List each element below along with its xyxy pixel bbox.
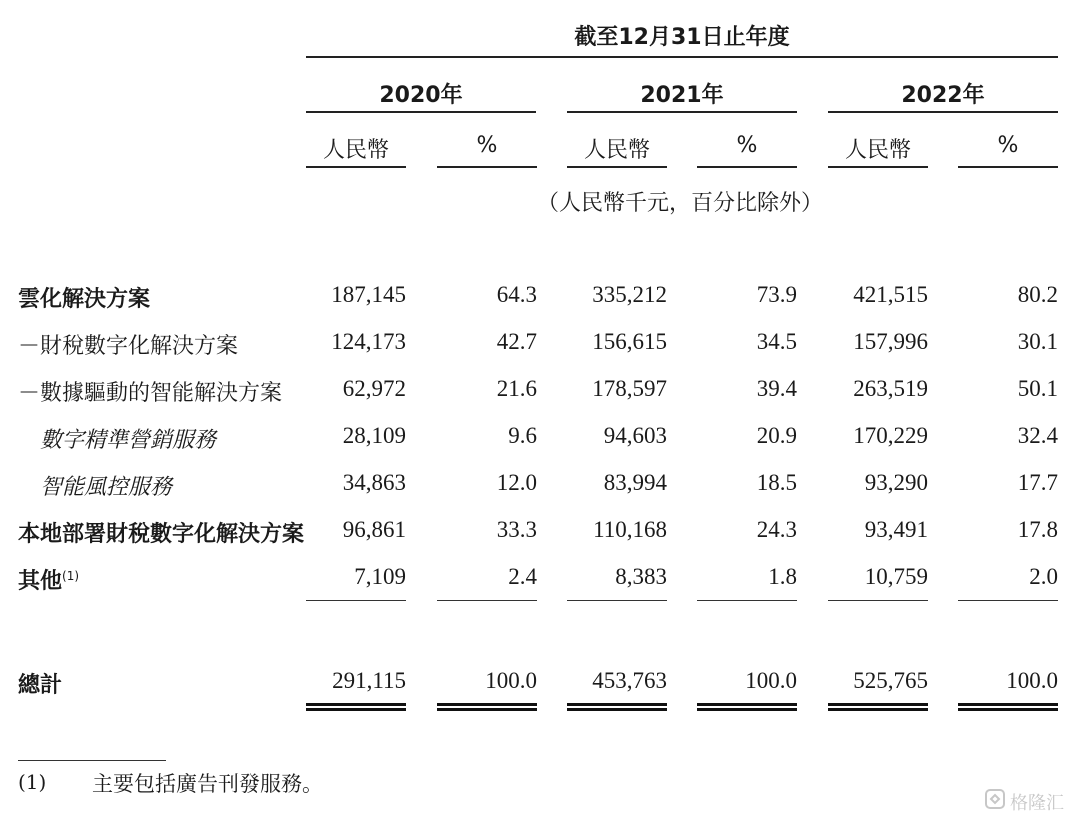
row-value: 96,861 [342, 517, 406, 542]
total-double-rule [306, 703, 406, 711]
col-rule [958, 166, 1058, 168]
subtotal-rule [437, 600, 537, 601]
row-value: 28,109 [342, 423, 406, 448]
total-value: 100.0 [485, 668, 537, 693]
row-value: 93,290 [864, 470, 928, 495]
row-label [18, 517, 304, 548]
subtotal-rule [958, 600, 1058, 601]
row-label [18, 376, 282, 407]
total-value: 100.0 [745, 668, 797, 693]
row-value: 2.0 [1029, 564, 1058, 589]
row-value: 21.6 [496, 376, 537, 401]
row-label-text: 其他 [18, 569, 63, 594]
year-2022: 2022年 [901, 83, 985, 108]
row-value: 10,759 [864, 564, 928, 589]
col-rule [567, 166, 667, 168]
row-value: 94,603 [603, 423, 667, 448]
row-value: 335,212 [592, 282, 667, 307]
row-label [40, 423, 216, 454]
total-double-rule [697, 703, 797, 711]
total-label: 總計 [18, 673, 63, 698]
row-value: 157,996 [853, 329, 928, 354]
row-value: 93,491 [864, 517, 928, 542]
row-label [18, 282, 150, 313]
row-value: 20.9 [756, 423, 797, 448]
col-currency-2020: 人民幣 [322, 138, 389, 163]
row-value: 17.7 [1017, 470, 1058, 495]
unit-note: （人民幣千元，百分比除外） [536, 191, 823, 216]
row-value: 17.8 [1017, 517, 1058, 542]
col-rule [697, 166, 797, 168]
col-rule [437, 166, 537, 168]
header-rule [306, 56, 1058, 58]
row-value: 33.3 [496, 517, 537, 542]
row-value: 170,229 [853, 423, 928, 448]
total-value: 525,765 [853, 668, 928, 693]
row-value: 42.7 [496, 329, 537, 354]
row-value: 178,597 [592, 376, 667, 401]
row-value: 39.4 [756, 376, 797, 401]
row-footnote-marker: (1) [62, 569, 80, 583]
row-label-text: －數據驅動的智能解決方案 [18, 381, 283, 406]
watermark-text: 格隆汇 [1010, 792, 1064, 814]
year-rule-2021 [567, 111, 797, 113]
year-rule-2020 [306, 111, 536, 113]
subtotal-rule [567, 600, 667, 601]
row-value: 263,519 [853, 376, 928, 401]
row-label-text: 數字精準營銷服務 [40, 428, 217, 453]
row-label [18, 564, 79, 595]
row-value: 83,994 [603, 470, 667, 495]
row-value: 64.3 [496, 282, 537, 307]
total-double-rule [437, 703, 537, 711]
row-value: 18.5 [756, 470, 797, 495]
row-value: 1.8 [768, 564, 797, 589]
row-value: 12.0 [496, 470, 537, 495]
col-pct-2021: % [736, 133, 758, 158]
col-currency-2022: 人民幣 [844, 138, 911, 163]
period-title: 截至12月31日止年度 [574, 25, 790, 50]
row-value: 62,972 [342, 376, 406, 401]
row-value: 8,383 [615, 564, 667, 589]
footnote-rule [18, 760, 166, 761]
row-value: 32.4 [1017, 423, 1058, 448]
row-value: 24.3 [756, 517, 797, 542]
row-value: 156,615 [592, 329, 667, 354]
row-value: 9.6 [508, 423, 537, 448]
total-value: 453,763 [592, 668, 667, 693]
row-label [18, 329, 238, 360]
total-double-rule [567, 703, 667, 711]
row-label [40, 470, 172, 501]
row-value: 34.5 [756, 329, 797, 354]
row-value: 2.4 [508, 564, 537, 589]
col-rule [306, 166, 406, 168]
row-value: 124,173 [331, 329, 406, 354]
row-label-text: 智能風控服務 [40, 475, 173, 500]
gelonghui-logo-icon [984, 788, 1006, 815]
subtotal-rule [306, 600, 406, 601]
row-label-text: －財稅數字化解決方案 [18, 334, 239, 359]
footnote-text: 主要包括廣告刊發服務。 [92, 772, 323, 796]
row-value: 7,109 [354, 564, 406, 589]
total-value: 291,115 [332, 668, 406, 693]
col-currency-2021: 人民幣 [583, 138, 650, 163]
row-value: 421,515 [853, 282, 928, 307]
subtotal-rule [697, 600, 797, 601]
subtotal-rule [828, 600, 928, 601]
row-label-text: 雲化解決方案 [18, 287, 151, 312]
row-value: 34,863 [342, 470, 406, 495]
row-value: 187,145 [331, 282, 406, 307]
footnote-marker: (1) [18, 770, 47, 794]
row-value: 30.1 [1017, 329, 1058, 354]
row-value: 73.9 [756, 282, 797, 307]
row-value: 80.2 [1017, 282, 1058, 307]
row-value: 110,168 [593, 517, 667, 542]
row-label-text: 本地部署財稅數字化解決方案 [18, 522, 305, 547]
col-pct-2022: % [997, 133, 1019, 158]
year-2021: 2021年 [640, 83, 724, 108]
year-rule-2022 [828, 111, 1058, 113]
total-value: 100.0 [1006, 668, 1058, 693]
col-rule [828, 166, 928, 168]
row-value: 50.1 [1017, 376, 1058, 401]
watermark [984, 788, 1064, 815]
total-double-rule [828, 703, 928, 711]
col-pct-2020: % [476, 133, 498, 158]
year-2020: 2020年 [379, 83, 463, 108]
total-double-rule [958, 703, 1058, 711]
